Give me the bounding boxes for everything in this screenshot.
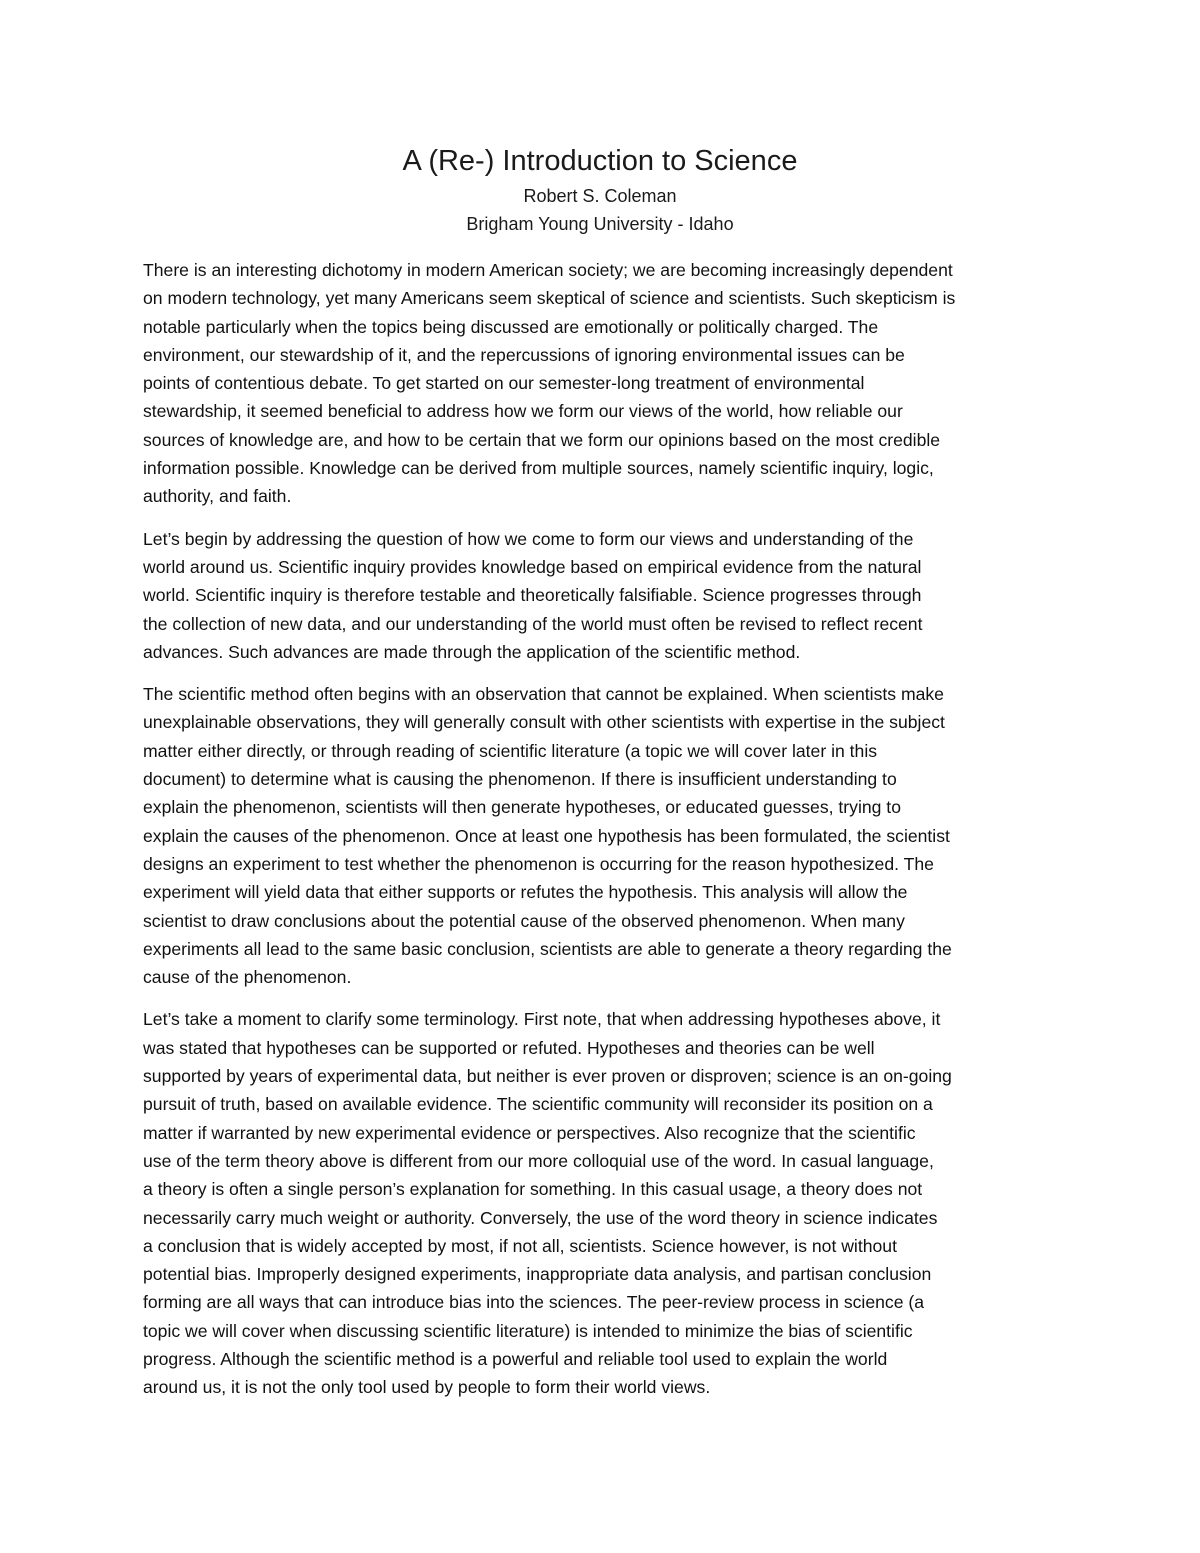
- paragraph-line: document) to determine what is causing the phenomenon. If there is insufficient understanding to: [143, 769, 897, 790]
- paragraph-line: explain the phenomenon, scientists will then generate hypotheses, or educated guesses, trying to: [143, 797, 901, 818]
- paragraph-line: was stated that hypotheses can be supported or refuted. Hypotheses and theories can be well: [143, 1037, 875, 1058]
- paragraph-line: the collection of new data, and our understanding of the world must often be revised to reflect recent: [143, 613, 923, 634]
- paragraph-line: supported by years of experimental data, but neither is ever proven or disproven; science is an on-going: [143, 1066, 952, 1087]
- paragraph-line: There is an interesting dichotomy in modern American society; we are becoming increasingly dependent: [143, 260, 953, 280]
- paragraph-line: a conclusion that is widely accepted by most, if not all, scientists. Science however, is not without: [143, 1235, 897, 1256]
- paragraph-line: Let’s take a moment to clarify some terminology. First note, that when addressing hypotheses above, it: [143, 1009, 941, 1030]
- author-affiliation: Brigham Young University - Idaho: [466, 214, 734, 234]
- paragraph-line: world around us. Scientific inquiry provides knowledge based on empirical evidence from the natural: [143, 556, 922, 577]
- paragraph-line: environment, our stewardship of it, and the repercussions of ignoring environmental issues can be: [143, 344, 905, 365]
- document-header: [0, 140, 1200, 238]
- body-paragraph: [143, 680, 1061, 991]
- paragraph-line: explain the causes of the phenomenon. Once at least one hypothesis has been formulated, the scientist: [143, 825, 950, 846]
- paragraph-line: scientist to draw conclusions about the potential cause of the observed phenomenon. When many: [143, 910, 905, 931]
- paragraph-line: designs an experiment to test whether the phenomenon is occurring for the reason hypothesized. The: [143, 853, 934, 874]
- paragraph-line: topic we will cover when discussing scientific literature) is intended to minimize the bias of scientific: [143, 1320, 913, 1341]
- body-paragraph: [143, 1005, 1061, 1401]
- document-body: [143, 256, 1061, 1416]
- paragraph-line: world. Scientific inquiry is therefore testable and theoretically falsifiable. Science progresses through: [143, 585, 922, 606]
- paragraph-line: on modern technology, yet many Americans seem skeptical of science and scientists. Such skepticism is: [143, 288, 956, 309]
- paragraph-line: points of contentious debate. To get started on our semester-long treatment of environmental: [143, 373, 865, 394]
- paragraph-line: Let’s begin by addressing the question of how we come to form our views and understanding of the: [143, 528, 914, 549]
- paragraph-line: necessarily carry much weight or authority. Conversely, the use of the word theory in science indicates: [143, 1207, 938, 1228]
- paragraph-line: advances. Such advances are made through the application of the scientific method.: [143, 641, 801, 662]
- paragraph-line: forming are all ways that can introduce bias into the sciences. The peer-review process in science (a: [143, 1292, 925, 1313]
- paragraph-line: experiments all lead to the same basic conclusion, scientists are able to generate a theory regarding the: [143, 938, 952, 959]
- paragraph-line: information possible. Knowledge can be derived from multiple sources, namely scientific inquiry, logic,: [143, 458, 934, 479]
- paragraph-line: use of the term theory above is different from our more colloquial use of the word. In casual language,: [143, 1150, 934, 1171]
- paragraph-line: sources of knowledge are, and how to be certain that we form our opinions based on the most credible: [143, 429, 941, 450]
- paragraph-line: The scientific method often begins with an observation that cannot be explained. When scientists make: [143, 684, 944, 705]
- paragraph-line: potential bias. Improperly designed experiments, inappropriate data analysis, and partisan conclusion: [143, 1264, 932, 1285]
- body-paragraph: [143, 525, 1061, 666]
- paragraph-line: matter either directly, or through reading of scientific literature (a topic we will cover later in this: [143, 740, 878, 761]
- paragraph-line: matter if warranted by new experimental evidence or perspectives. Also recognize that the scientific: [143, 1122, 916, 1143]
- paragraph-line: authority, and faith.: [143, 486, 292, 507]
- paragraph-line: a theory is often a single person’s explanation for something. In this casual usage, a theory does not: [143, 1179, 923, 1200]
- paragraph-line: unexplainable observations, they will generally consult with other scientists with expertise in the subject: [143, 712, 945, 733]
- paragraph-line: notable particularly when the topics being discussed are emotionally or politically charged. The: [143, 316, 879, 337]
- body-paragraph: [143, 256, 1061, 511]
- paragraph-line: progress. Although the scientific method is a powerful and reliable tool used to explain the world: [143, 1348, 888, 1369]
- paragraph-line: cause of the phenomenon.: [143, 967, 352, 988]
- author-name: Robert S. Coleman: [523, 186, 677, 206]
- document-title: A (Re-) Introduction to Science: [402, 145, 798, 177]
- paragraph-line: experiment will yield data that either supports or refutes the hypothesis. This analysis will allow the: [143, 882, 908, 903]
- paragraph-line: around us, it is not the only tool used by people to form their world views.: [143, 1377, 711, 1398]
- paragraph-line: pursuit of truth, based on available evidence. The scientific community will reconsider its position on a: [143, 1094, 933, 1115]
- paragraph-line: stewardship, it seemed beneficial to address how we form our views of the world, how reliable our: [143, 401, 903, 422]
